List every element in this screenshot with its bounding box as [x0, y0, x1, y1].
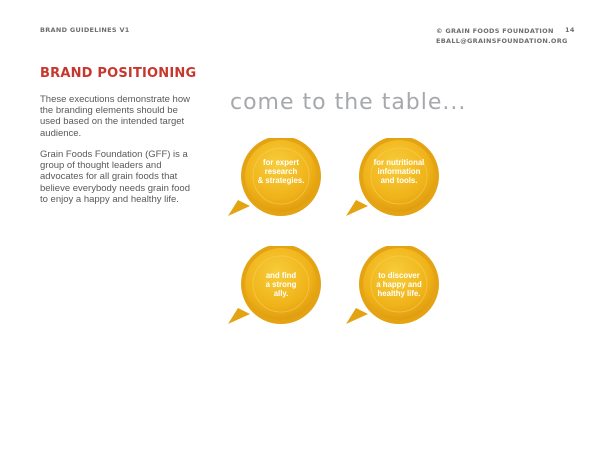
speech-bubble-healthy-life [344, 246, 454, 356]
bubble-text: for expert research & strategies. [257, 158, 305, 185]
speech-bubble-icon [344, 138, 454, 248]
header-org: © GRAIN FOODS FOUNDATION [436, 27, 554, 35]
speech-bubble-icon [226, 246, 336, 356]
speech-bubble-icon [226, 138, 336, 248]
speech-bubble-research [226, 138, 336, 248]
speech-bubble-icon [344, 246, 454, 356]
bubble-text: to discover a happy and healthy life. [376, 271, 422, 298]
tagline: come to the table... [230, 90, 467, 115]
page-number: 14 [565, 26, 575, 34]
header-doc-title: BRAND GUIDELINES V1 [40, 26, 130, 34]
section-title: BRAND POSITIONING [40, 66, 197, 81]
bubble-text: and find a strong ally. [265, 271, 297, 298]
bubble-text: for nutritional information and tools. [373, 158, 425, 185]
header-contact [436, 26, 568, 46]
speech-bubble-nutrition [344, 138, 454, 248]
speech-bubble-ally [226, 246, 336, 356]
intro-paragraph: These executions demonstrate how the branding elements should be used based on the intended target audience. [40, 94, 190, 139]
gff-paragraph: Grain Foods Foundation (GFF) is a group of thought leaders and advocates for all grain foods that believe everybody needs grain food to enjoy a happy and healthy life. [40, 149, 190, 205]
header-email: EBALL@GRAINSFOUNDATION.ORG [436, 37, 568, 45]
